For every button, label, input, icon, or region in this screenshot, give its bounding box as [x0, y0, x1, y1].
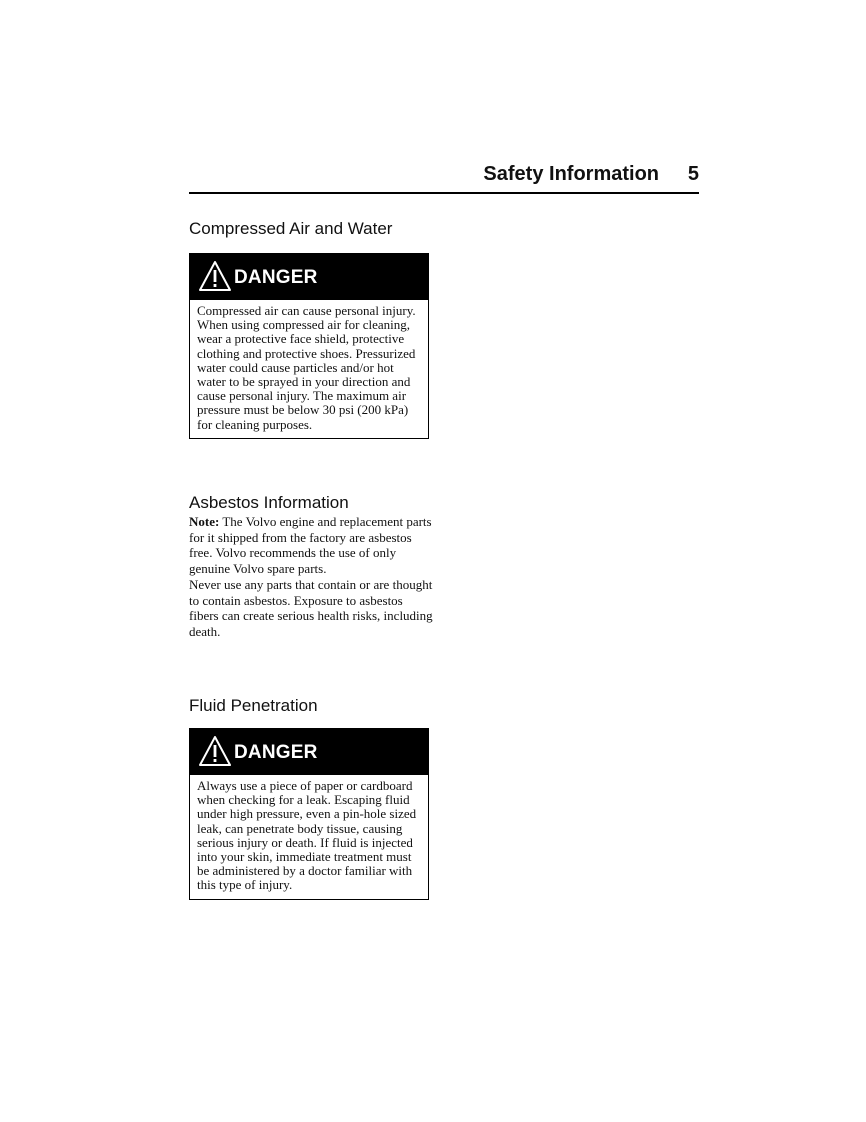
warning-triangle-icon	[198, 735, 232, 767]
danger-box-compressed-air	[189, 253, 429, 439]
danger-text: Compressed air can cause personal injury. When using compressed air for cleaning, wear a protective face shield, protective clothing and protective shoes. Pressurized water could cause particles and/or hot water to be sprayed in your direction and cause personal injury. The maximum air pressure must be below 30 psi (200 kPa) for cleaning purposes.	[197, 303, 416, 432]
danger-banner	[190, 729, 428, 775]
danger-banner	[190, 254, 428, 300]
danger-label: DANGER	[234, 742, 318, 763]
asbestos-body-text: Never use any parts that contain or are thought to contain asbestos. Exposure to asbestos fibers can create serious health risks, including death.	[189, 577, 433, 640]
note-label: Note:	[189, 514, 220, 529]
section-heading-asbestos: Asbestos Information	[189, 493, 349, 512]
page-number: 5	[687, 163, 699, 185]
danger-box-fluid-penetration	[189, 728, 429, 900]
asbestos-note	[189, 514, 434, 577]
danger-text: Always use a piece of paper or cardboard when checking for a leak. Escaping fluid under high pressure, even a pin-hole sized leak, can penetrate body tissue, causing serious injury or death. If fluid is injected into your skin, immediate treatment must be administered by a doctor familiar with this type of injury.	[197, 778, 417, 893]
warning-triangle-icon	[198, 260, 232, 292]
danger-label: DANGER	[234, 267, 318, 288]
section-heading-compressed-air: Compressed Air and Water	[189, 219, 393, 238]
header-title: Safety Information	[483, 163, 659, 185]
section-heading-fluid-penetration: Fluid Penetration	[189, 696, 318, 715]
page-header	[189, 160, 699, 194]
note-text: The Volvo engine and replacement parts for it shipped from the factory are asbestos free. Volvo recommends the use of only genuine Volvo spare parts.	[189, 514, 432, 577]
